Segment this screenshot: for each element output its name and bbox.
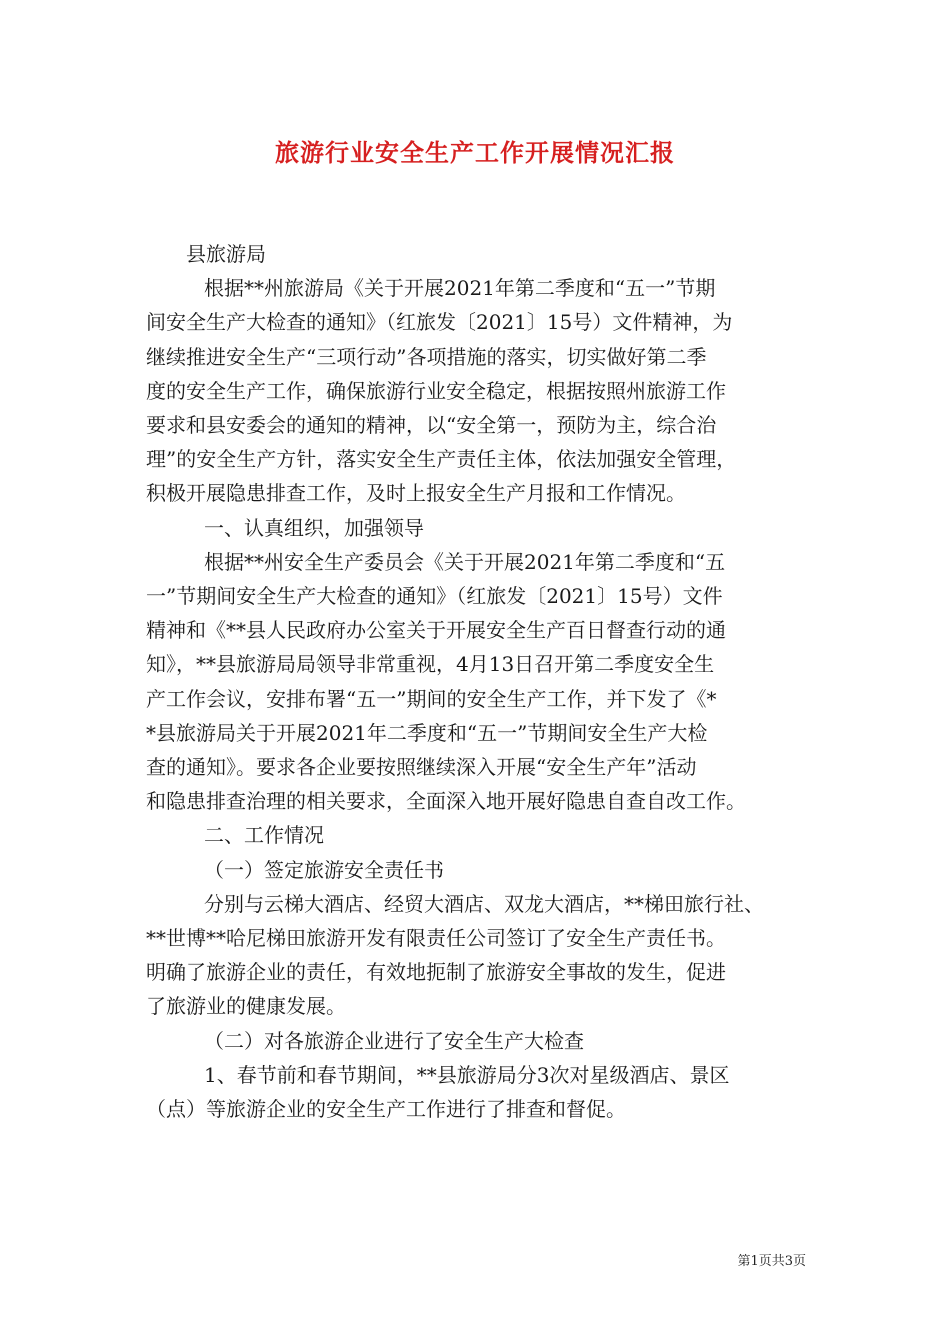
paragraph-line: 了旅游业的健康发展。 — [146, 994, 346, 1019]
page-number-footer: 第1页共3页 — [737, 1254, 806, 1269]
paragraph-line: *县旅游局关于开展2021年二季度和“五一”节期间安全生产大检 — [146, 720, 708, 745]
paragraph-line: 知》，**县旅游局局领导非常重视，4月13日召开第二季度安全生 — [146, 652, 715, 677]
section-heading: 一、认真组织，加强领导 — [204, 515, 424, 540]
subsection-heading: （一）签定旅游安全责任书 — [204, 857, 444, 882]
addressee-line: 县旅游局 — [186, 242, 266, 266]
paragraph-line: 产工作会议，安排布署“五一”期间的安全生产工作，并下发了《* — [146, 686, 717, 711]
section-heading: 二、工作情况 — [204, 823, 324, 848]
paragraph-line: 理”的安全生产方针，落实安全生产责任主体，依法加强安全管理， — [146, 447, 737, 472]
paragraph-line: 分别与云梯大酒店、经贸大酒店、双龙大酒店，**梯田旅行社、 — [204, 891, 764, 916]
paragraph-line: 根据**州安全生产委员会《关于开展2021年第二季度和“五 — [204, 549, 726, 574]
paragraph-line: 1、春节前和春节期间，**县旅游局分3次对星级酒店、景区 — [204, 1062, 730, 1087]
document-body — [146, 237, 818, 1126]
paragraph-line: 和隐患排查治理的相关要求，全面深入地开展好隐患自查自改工作。 — [146, 789, 746, 814]
subsection-heading: （二）对各旅游企业进行了安全生产大检查 — [204, 1028, 584, 1053]
paragraph-line: 要求和县安委会的通知的精神，以“安全第一，预防为主，综合治 — [146, 413, 717, 438]
paragraph-line: 一”节期间安全生产大检查的通知》（红旅发〔2021〕15号）文件 — [146, 584, 723, 609]
paragraph-line: （点）等旅游企业的安全生产工作进行了排查和督促。 — [146, 1097, 626, 1122]
paragraph-line: 度的安全生产工作，确保旅游行业安全稳定，根据按照州旅游工作 — [146, 378, 726, 403]
document-title: 旅游行业安全生产工作开展情况汇报 — [275, 138, 675, 167]
paragraph-line: 间安全生产大检查的通知》（红旅发〔2021〕15号）文件精神，为 — [146, 310, 733, 335]
paragraph-line: 精神和《**县人民政府办公室关于开展安全生产百日督查行动的通 — [146, 618, 726, 643]
paragraph-line: **世博**哈尼梯田旅游开发有限责任公司签订了安全生产责任书。 — [146, 926, 726, 951]
paragraph-line: 继续推进安全生产“三项行动”各项措施的落实，切实做好第二季 — [146, 344, 707, 369]
paragraph-line: 明确了旅游企业的责任，有效地扼制了旅游安全事故的发生，促进 — [146, 960, 726, 985]
paragraph-line: 积极开展隐患排查工作，及时上报安全生产月报和工作情况。 — [146, 481, 686, 506]
paragraph-line: 查的通知》。要求各企业要按照继续深入开展“安全生产年”活动 — [146, 755, 697, 780]
paragraph-line: 根据**州旅游局《关于开展2021年第二季度和“五一”节期 — [204, 276, 716, 301]
